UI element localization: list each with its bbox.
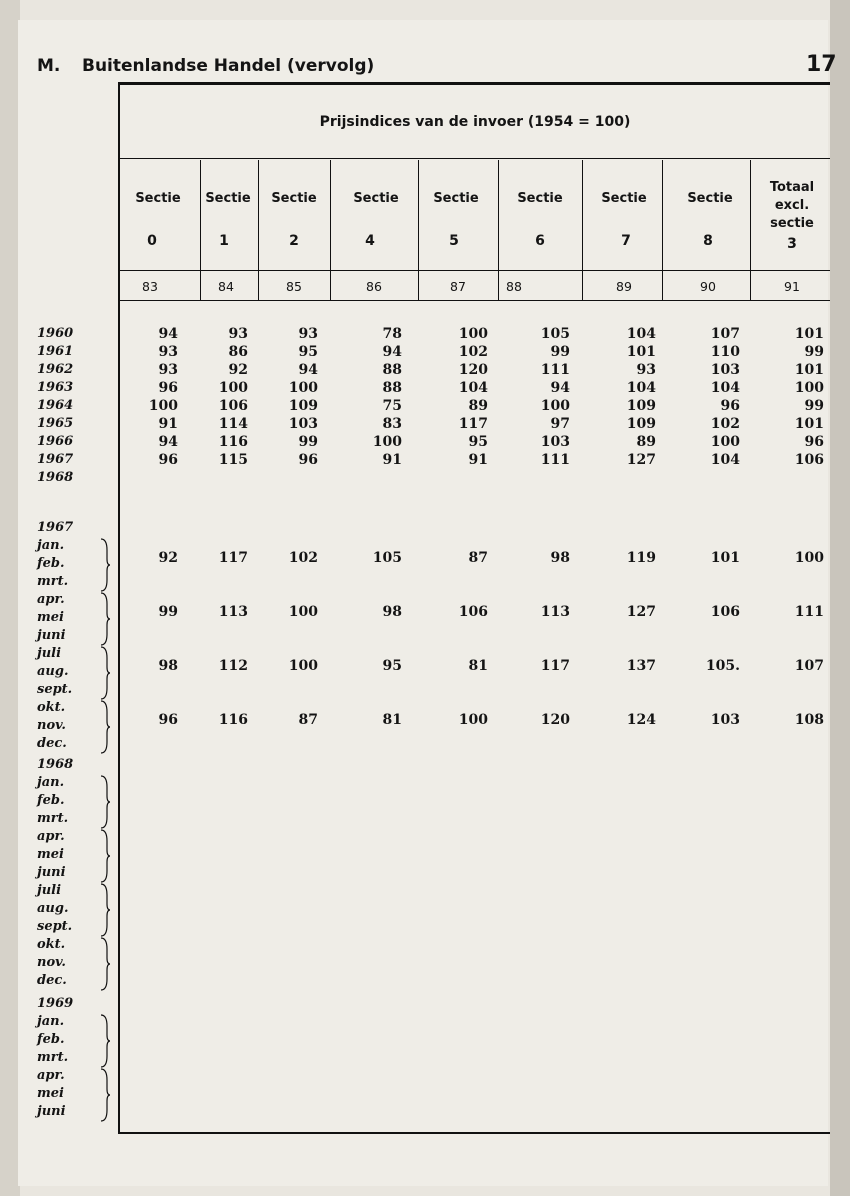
month-label-1969-juni: juni — [37, 1104, 66, 1119]
period-label-1963: 1963 — [37, 380, 74, 395]
table-cell: 111 — [540, 452, 570, 468]
month-label-1967-dec: dec. — [37, 736, 67, 751]
column-index-87: 87 — [450, 279, 466, 294]
table-cell: 81 — [382, 712, 402, 728]
month-label-1968-sept: sept. — [37, 919, 73, 934]
table-cell: 124 — [626, 712, 656, 728]
page-binding-shadow — [0, 0, 20, 1196]
month-label-1969-mrt: mrt. — [37, 1050, 69, 1065]
column-rule — [258, 160, 259, 300]
column-code-7: 7 — [621, 233, 631, 249]
table-cell: 96 — [804, 434, 824, 450]
table-cell: 99 — [298, 434, 318, 450]
month-label-1968-jan: jan. — [37, 775, 65, 790]
table-cell: 78 — [382, 326, 402, 342]
caption-rule — [120, 158, 830, 159]
table-cell: 101 — [626, 344, 656, 360]
bottom-rule — [118, 1132, 830, 1134]
table-cell: 98 — [550, 550, 570, 566]
table-cell: 92 — [228, 362, 248, 378]
column-rule — [582, 160, 583, 300]
table-cell: 114 — [218, 416, 248, 432]
year-label-1969: 1969 — [37, 996, 74, 1011]
table-cell: 100 — [710, 434, 740, 450]
table-cell: 91 — [468, 452, 488, 468]
column-header-sectie-4: Sectie — [353, 191, 399, 206]
quarter-brace — [100, 775, 110, 829]
table-cell: 115 — [218, 452, 248, 468]
table-cell: 106 — [794, 452, 824, 468]
table-cell: 100 — [288, 380, 318, 396]
table-cell: 94 — [158, 434, 178, 450]
table-cell: 112 — [218, 658, 248, 674]
table-cell: 93 — [298, 326, 318, 342]
column-header-totaal-line1: Totaal — [769, 180, 815, 195]
table-cell: 109 — [288, 398, 318, 414]
column-header-totaal-line3: sectie — [770, 216, 814, 231]
period-label-1967: 1967 — [37, 452, 74, 467]
table-cell: 116 — [218, 712, 248, 728]
month-label-1967-mrt: mrt. — [37, 574, 69, 589]
quarter-brace — [100, 1068, 110, 1122]
column-header-sectie-2: Sectie — [271, 191, 317, 206]
table-cell: 105. — [705, 658, 740, 674]
table-cell: 100 — [794, 550, 824, 566]
table-cell: 75 — [382, 398, 402, 414]
table-cell: 120 — [458, 362, 488, 378]
table-cell: 103 — [540, 434, 570, 450]
table-cell: 117 — [218, 550, 248, 566]
index-row-top-rule — [120, 270, 830, 271]
table-cell: 93 — [158, 344, 178, 360]
table-cell: 99 — [804, 344, 824, 360]
table-cell: 104 — [626, 326, 656, 342]
table-cell: 116 — [218, 434, 248, 450]
table-cell: 94 — [550, 380, 570, 396]
table-caption: Prijsindices van de invoer (1954 = 100) — [319, 114, 631, 130]
column-index-86: 86 — [366, 279, 382, 294]
index-row-bottom-rule — [120, 300, 830, 301]
table-cell: 98 — [158, 658, 178, 674]
month-label-1969-mei: mei — [37, 1086, 64, 1101]
month-label-1968-aug: aug. — [37, 901, 69, 916]
top-rule — [118, 82, 830, 85]
table-cell: 111 — [540, 362, 570, 378]
period-label-1961: 1961 — [37, 344, 74, 359]
table-cell: 87 — [468, 550, 488, 566]
column-header-sectie-5: Sectie — [433, 191, 479, 206]
quarter-brace — [100, 937, 110, 991]
column-code-4: 4 — [365, 233, 375, 249]
column-index-83: 83 — [142, 279, 158, 294]
table-cell: 93 — [636, 362, 656, 378]
table-cell: 94 — [382, 344, 402, 360]
table-cell: 105 — [372, 550, 402, 566]
column-code-8: 8 — [703, 233, 713, 249]
month-label-1969-apr: apr. — [37, 1068, 65, 1083]
column-index-88: 88 — [506, 279, 522, 294]
table-cell: 100 — [288, 604, 318, 620]
column-code-2: 2 — [289, 233, 299, 249]
column-header-totaal-line2: excl. — [774, 198, 810, 213]
quarter-brace — [100, 700, 110, 754]
page-title: Buitenlandse Handel (vervolg) — [82, 56, 375, 76]
month-label-1968-juli: juli — [37, 883, 62, 898]
table-cell: 113 — [540, 604, 570, 620]
table-cell: 102 — [458, 344, 488, 360]
column-rule — [750, 160, 751, 300]
column-index-91: 91 — [784, 279, 800, 294]
quarter-brace — [100, 1014, 110, 1068]
month-label-1968-apr: apr. — [37, 829, 65, 844]
table-cell: 100 — [148, 398, 178, 414]
column-code-1: 1 — [219, 233, 229, 249]
column-rule — [662, 160, 663, 300]
column-code-6: 6 — [535, 233, 545, 249]
table-cell: 94 — [298, 362, 318, 378]
table-cell: 99 — [158, 604, 178, 620]
month-label-1969-feb: feb. — [37, 1032, 65, 1047]
quarter-brace — [100, 592, 110, 646]
month-label-1968-mrt: mrt. — [37, 811, 69, 826]
column-rule — [330, 160, 331, 300]
table-cell: 100 — [288, 658, 318, 674]
quarter-brace — [100, 646, 110, 700]
table-cell: 107 — [710, 326, 740, 342]
table-cell: 101 — [794, 326, 824, 342]
month-label-1969-jan: jan. — [37, 1014, 65, 1029]
table-cell: 100 — [372, 434, 402, 450]
period-label-1962: 1962 — [37, 362, 74, 377]
table-cell: 104 — [710, 452, 740, 468]
column-code-5: 5 — [449, 233, 459, 249]
column-index-90: 90 — [700, 279, 716, 294]
month-label-1968-dec: dec. — [37, 973, 67, 988]
table-cell: 113 — [218, 604, 248, 620]
table-cell: 93 — [158, 362, 178, 378]
table-cell: 88 — [382, 380, 402, 396]
table-cell: 96 — [158, 452, 178, 468]
table-cell: 99 — [804, 398, 824, 414]
column-code-3: 3 — [787, 236, 797, 252]
table-cell: 92 — [158, 550, 178, 566]
table-cell: 107 — [794, 658, 824, 674]
month-label-1968-nov: nov. — [37, 955, 66, 970]
month-label-1967-juni: juni — [37, 628, 66, 643]
table-cell: 95 — [298, 344, 318, 360]
table-cell: 81 — [468, 658, 488, 674]
quarter-brace — [100, 883, 110, 937]
month-label-1967-nov: nov. — [37, 718, 66, 733]
month-label-1968-feb: feb. — [37, 793, 65, 808]
table-cell: 83 — [382, 416, 402, 432]
table-cell: 89 — [636, 434, 656, 450]
period-label-1966: 1966 — [37, 434, 74, 449]
table-cell: 100 — [794, 380, 824, 396]
table-cell: 95 — [468, 434, 488, 450]
table-cell: 103 — [710, 362, 740, 378]
table-cell: 93 — [228, 326, 248, 342]
table-cell: 105 — [540, 326, 570, 342]
table-cell: 100 — [458, 712, 488, 728]
table-cell: 117 — [540, 658, 570, 674]
quarter-brace — [100, 829, 110, 883]
table-cell: 91 — [158, 416, 178, 432]
table-cell: 111 — [794, 604, 824, 620]
column-index-84: 84 — [218, 279, 234, 294]
table-cell: 91 — [382, 452, 402, 468]
column-header-sectie-1: Sectie — [205, 191, 251, 206]
table-cell: 100 — [458, 326, 488, 342]
month-label-1967-mei: mei — [37, 610, 64, 625]
column-code-0: 0 — [147, 233, 157, 249]
table-cell: 127 — [626, 604, 656, 620]
table-cell: 89 — [468, 398, 488, 414]
table-cell: 98 — [382, 604, 402, 620]
table-cell: 110 — [710, 344, 740, 360]
table-cell: 120 — [540, 712, 570, 728]
table-cell: 94 — [158, 326, 178, 342]
column-index-89: 89 — [616, 279, 632, 294]
month-label-1967-juli: juli — [37, 646, 62, 661]
table-cell: 96 — [720, 398, 740, 414]
table-cell: 96 — [158, 712, 178, 728]
table-cell: 103 — [710, 712, 740, 728]
period-label-1964: 1964 — [37, 398, 74, 413]
table-cell: 108 — [794, 712, 824, 728]
month-label-1968-mei: mei — [37, 847, 64, 862]
table-cell: 88 — [382, 362, 402, 378]
table-cell: 97 — [550, 416, 570, 432]
table-cell: 100 — [540, 398, 570, 414]
table-cell: 102 — [710, 416, 740, 432]
column-rule — [200, 160, 201, 300]
table-cell: 106 — [458, 604, 488, 620]
table-cell: 109 — [626, 416, 656, 432]
table-cell: 100 — [218, 380, 248, 396]
table-cell: 95 — [382, 658, 402, 674]
table-cell: 86 — [228, 344, 248, 360]
month-label-1967-jan: jan. — [37, 538, 65, 553]
column-header-sectie-0: Sectie — [135, 191, 181, 206]
table-cell: 104 — [458, 380, 488, 396]
period-label-1965: 1965 — [37, 416, 74, 431]
year-label-1968: 1968 — [37, 757, 74, 772]
table-cell: 99 — [550, 344, 570, 360]
page-edge-strip — [830, 0, 850, 1196]
table-cell: 119 — [626, 550, 656, 566]
table-cell: 127 — [626, 452, 656, 468]
table-cell: 109 — [626, 398, 656, 414]
table-cell: 96 — [298, 452, 318, 468]
table-cell: 101 — [710, 550, 740, 566]
table-cell: 87 — [298, 712, 318, 728]
table-cell: 106 — [218, 398, 248, 414]
column-index-85: 85 — [286, 279, 302, 294]
page-number: 17 — [806, 52, 837, 77]
table-cell: 104 — [710, 380, 740, 396]
table-cell: 117 — [458, 416, 488, 432]
month-label-1967-okt: okt. — [37, 700, 66, 715]
table-cell: 106 — [710, 604, 740, 620]
period-label-1968: 1968 — [37, 470, 74, 485]
table-cell: 103 — [288, 416, 318, 432]
table-cell: 137 — [626, 658, 656, 674]
month-label-1967-aug: aug. — [37, 664, 69, 679]
month-label-1967-sept: sept. — [37, 682, 73, 697]
year-label-1967: 1967 — [37, 520, 74, 535]
month-label-1967-feb: feb. — [37, 556, 65, 571]
table-cell: 102 — [288, 550, 318, 566]
column-header-sectie-7: Sectie — [601, 191, 647, 206]
column-header-sectie-6: Sectie — [517, 191, 563, 206]
period-label-1960: 1960 — [37, 326, 74, 341]
month-label-1968-juni: juni — [37, 865, 66, 880]
stub-column-rule — [118, 84, 120, 1134]
table-cell: 104 — [626, 380, 656, 396]
month-label-1967-apr: apr. — [37, 592, 65, 607]
quarter-brace — [100, 538, 110, 592]
section-letter: M. — [37, 56, 61, 76]
table-cell: 101 — [794, 362, 824, 378]
table-cell: 96 — [158, 380, 178, 396]
table-cell: 101 — [794, 416, 824, 432]
month-label-1968-okt: okt. — [37, 937, 66, 952]
column-rule — [418, 160, 419, 300]
column-header-sectie-8: Sectie — [687, 191, 733, 206]
